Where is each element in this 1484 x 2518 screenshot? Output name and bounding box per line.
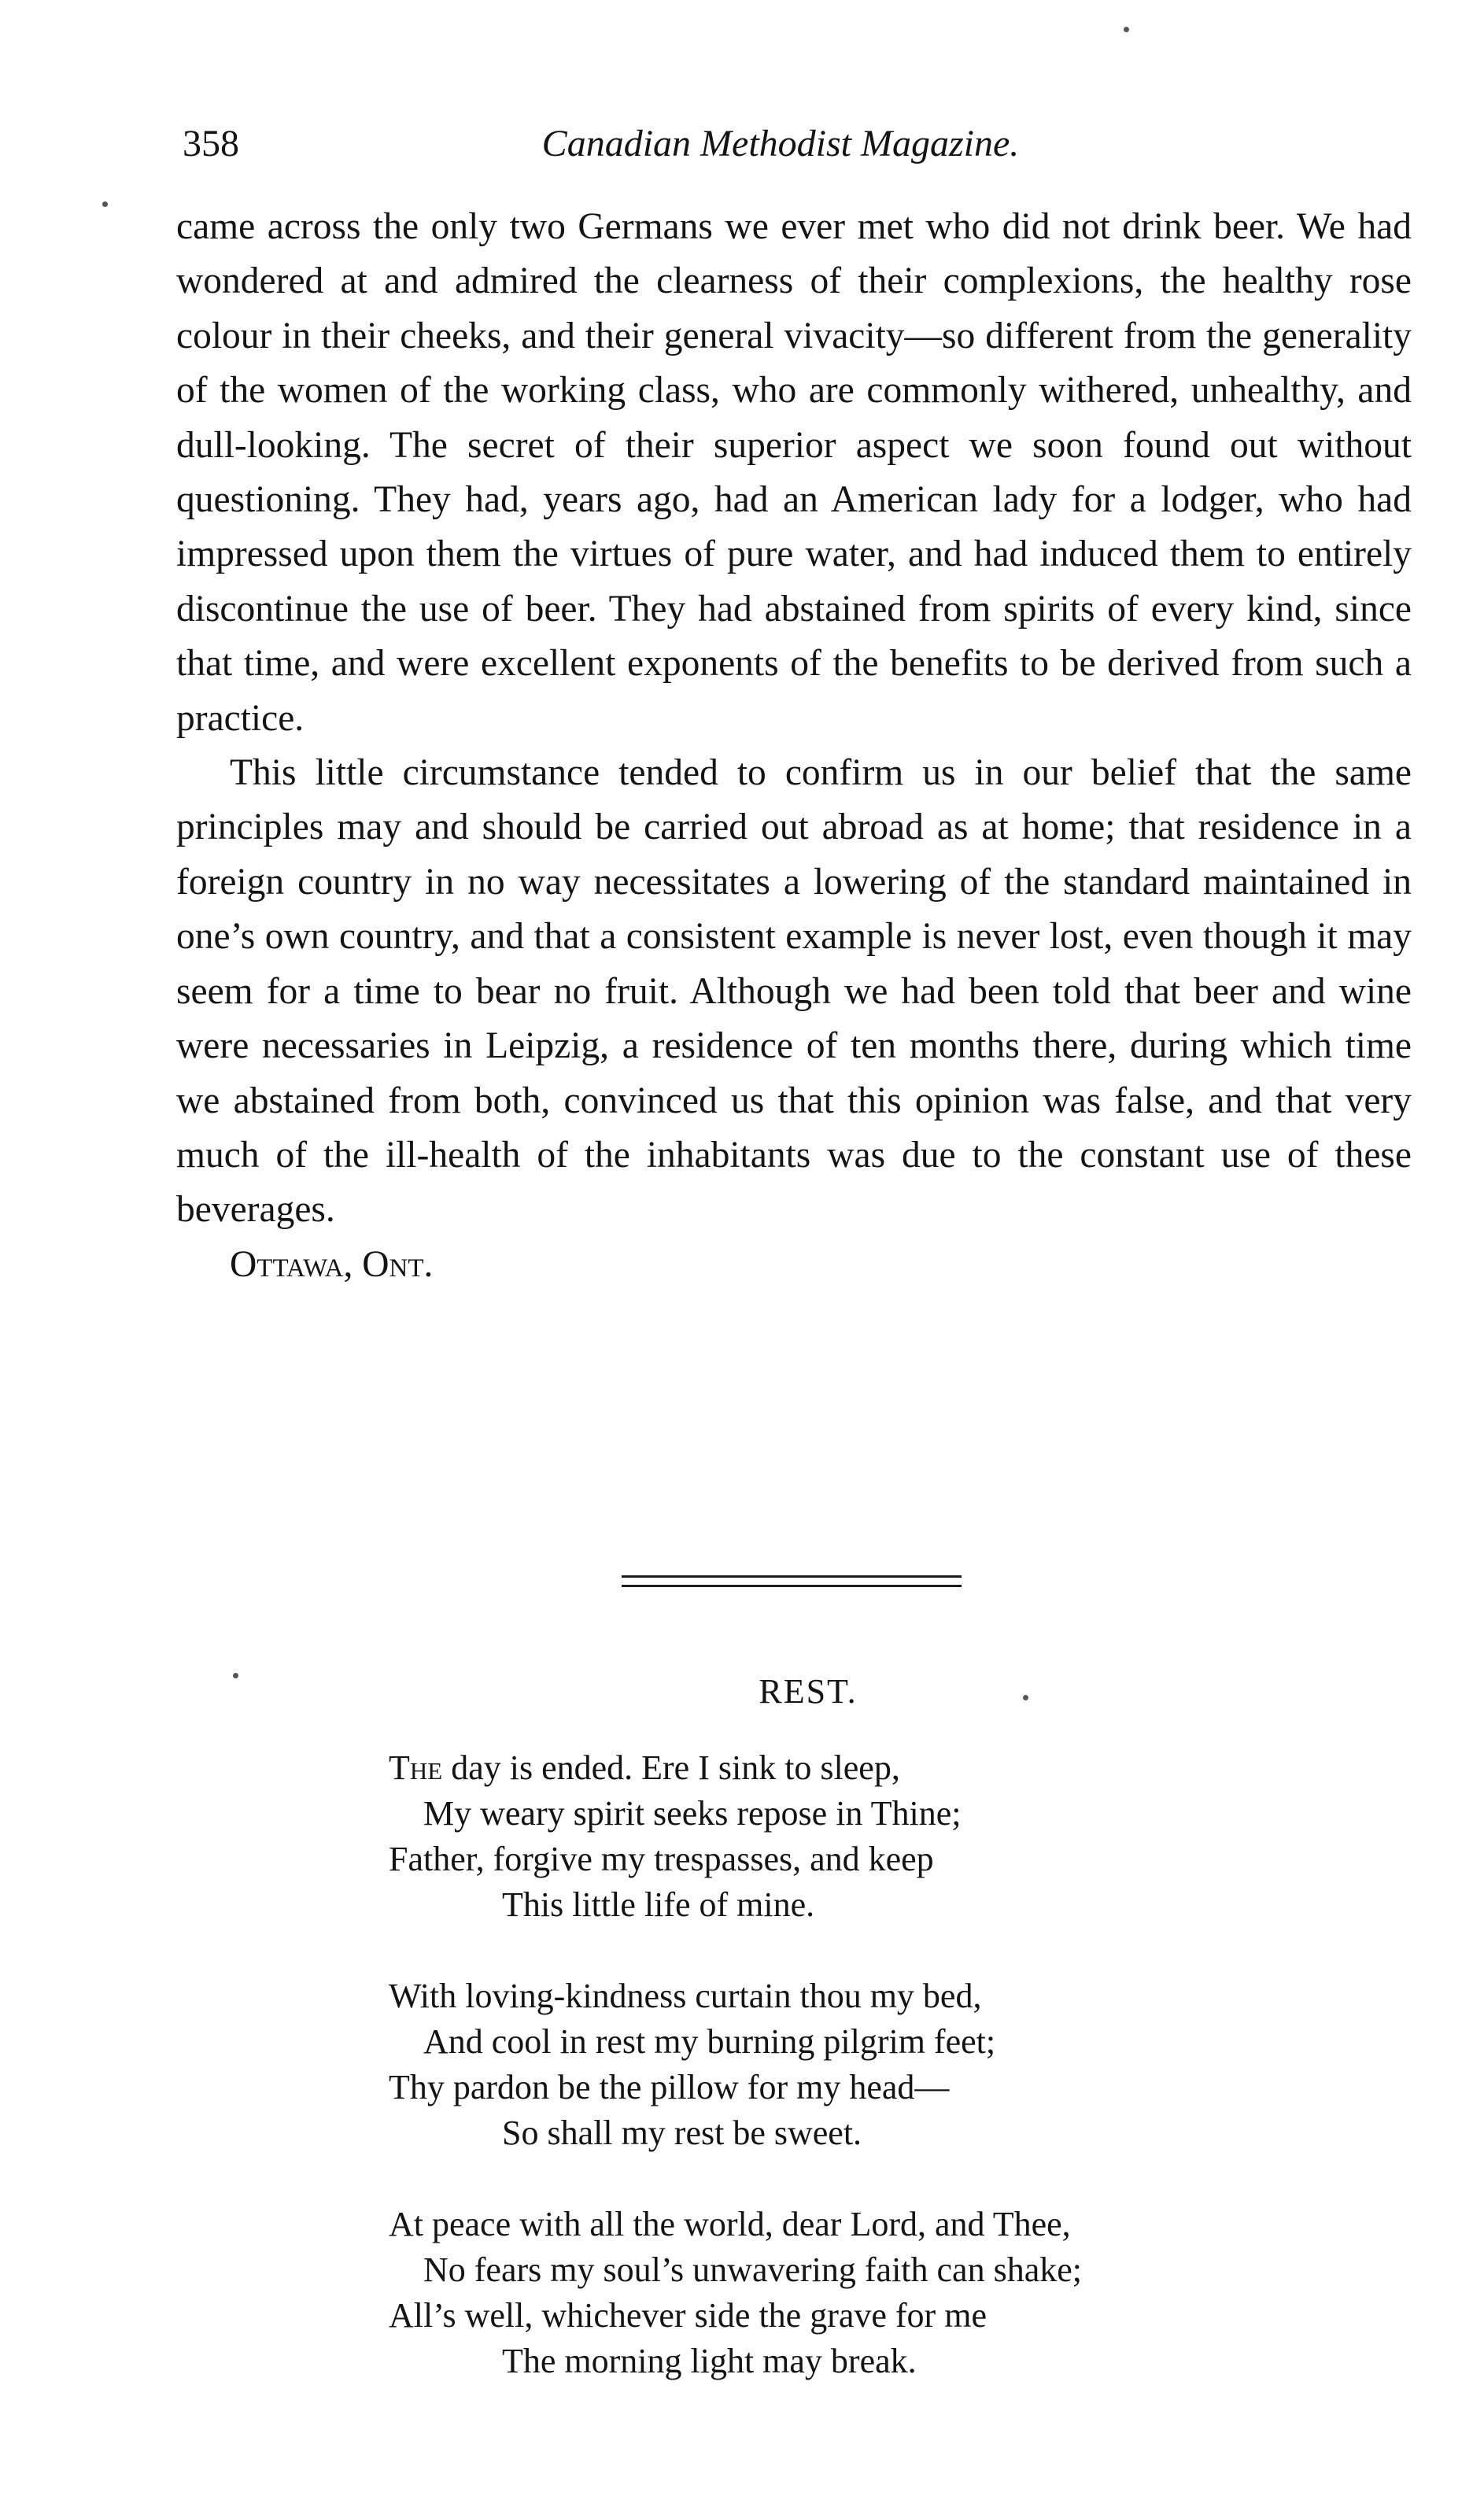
poem-stanza: [389, 2202, 1333, 2384]
poem-line: So shall my rest be sweet.: [502, 2114, 862, 2152]
poem-stanza: [389, 1973, 1333, 2156]
poem-line: [389, 1745, 1333, 1791]
running-head: [183, 116, 1410, 172]
poem-line: All’s well, whichever side the grave for me: [389, 2296, 987, 2335]
poem-title: REST.: [759, 1672, 858, 1711]
scan-speck: [1023, 1695, 1028, 1700]
article-body: [176, 200, 1412, 1292]
poem-stanza: [389, 1745, 1333, 1928]
poem-line: Father, forgive my trespasses, and keep: [389, 1840, 934, 1878]
section-divider-top: [622, 1575, 962, 1578]
poem-body: [389, 1745, 1333, 2430]
section-divider-bottom: [622, 1585, 962, 1587]
magazine-title: Canadian Methodist Magazine.: [541, 123, 1020, 164]
article-paragraph: This little circumstance tended to confirm us in our belief that the same principles may and should be carried out abroad as at home; that residence in a foreign country in no way necessitates a lowering of the standard maintained in one’s own country, and that a consistent example is never lost, even though it may seem for a time to bear no fruit. Although we had been told that beer and wine were necessaries in Leipzig, a residence of ten months there, during which time we abstained from both, convinced us that this opinion was false, and that very much of the ill-health of the inhabitants was due to the constant use of these beverages.: [176, 752, 1412, 1231]
poem-first-word: The: [389, 1748, 443, 1787]
poem-line: At peace with all the world, dear Lord, and Thee,: [389, 2205, 1071, 2243]
scan-speck: [102, 201, 108, 207]
poem-line-text: day is ended. Ere I sink to sleep,: [442, 1748, 900, 1787]
poem-line: And cool in rest my burning pilgrim feet;: [423, 2022, 996, 2061]
poem-line: Thy pardon be the pillow for my head—: [389, 2068, 950, 2106]
poem-line: With loving-kindness curtain thou my bed,: [389, 1977, 982, 2015]
article-paragraph: came across the only two Germans we ever met who did not drink beer. We had wondered at and admired the clearness of their complexions, the healthy rose colour in their cheeks, and their general vivacity—so different from the generality of the women of the working class, who are commonly withered, unhealthy, and dull-looking. The secret of their superior aspect we soon found out without questioning. They had, years ago, had an American lady for a lodger, who had impressed upon them the virtues of pure water, and had induced them to entirely discontinue the use of beer. They had abstained from spirits of every kind, since that time, and were excellent exponents of the benefits to be derived from such a practice.: [176, 206, 1412, 739]
poem-line: No fears my soul’s unwavering faith can shake;: [423, 2250, 1082, 2289]
poem-line: This little life of mine.: [502, 1885, 815, 1924]
scan-speck: [1124, 27, 1129, 32]
article-signature: Ottawa, Ont.: [230, 1243, 434, 1285]
scan-speck: [233, 1673, 238, 1678]
poem-line: The morning light may break.: [502, 2342, 917, 2380]
poem-line: My weary spirit seeks repose in Thine;: [423, 1794, 962, 1833]
page-number: 358: [183, 123, 239, 164]
